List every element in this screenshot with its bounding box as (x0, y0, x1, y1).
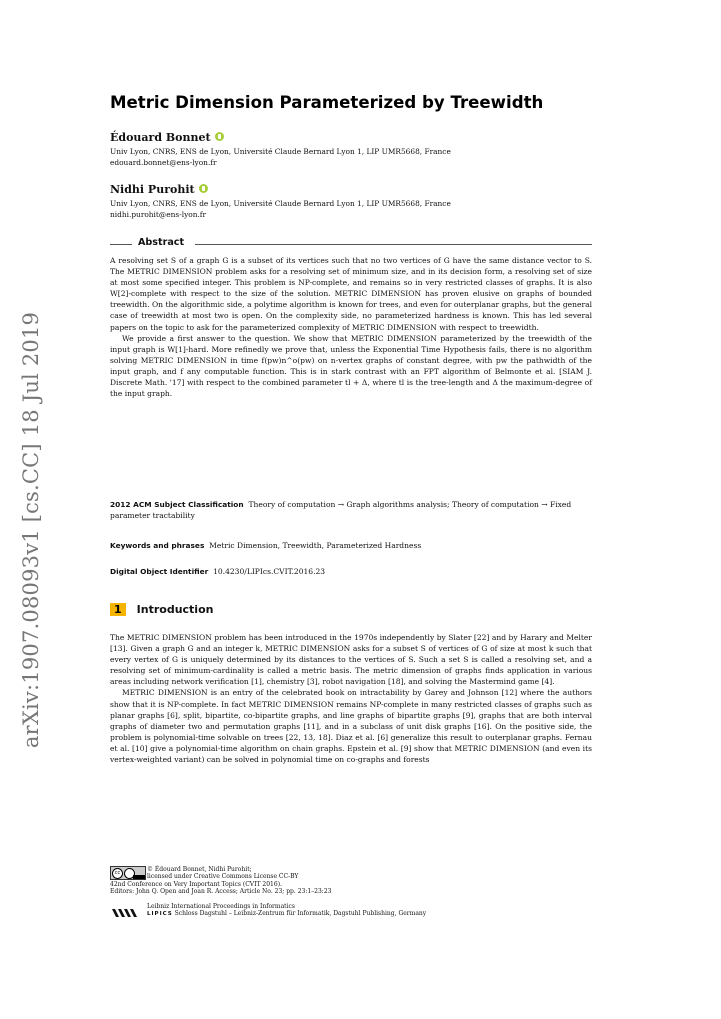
publisher-text: Schloss Dagstuhl – Leibniz-Zentrum für Informatik, Dagstuhl Publishing, Germany (174, 910, 427, 918)
keywords-text: Metric Dimension, Treewidth, Parameterized Hardness (209, 541, 422, 550)
cc-by-license-icon[interactable]: cc (110, 866, 146, 880)
author-email[interactable]: nidhi.purohit@ens-lyon.fr (110, 209, 207, 219)
author-name: Édouard Bonnet (110, 131, 211, 144)
rule (110, 244, 132, 245)
footer-series (147, 903, 426, 919)
keywords-label: Keywords and phrases (110, 541, 205, 550)
footer-conference (110, 881, 331, 896)
orcid-icon[interactable] (215, 132, 224, 141)
editors-text: Editors: John Q. Open and Joan R. Access; Article No. 23; pp. 23:1–23:23 (110, 888, 332, 896)
acm-classification (110, 499, 592, 521)
abstract-heading (110, 237, 592, 251)
lipics-logo-icon (112, 908, 140, 918)
author-name: Nidhi Purohit (110, 183, 195, 196)
conference-text: 42nd Conference on Very Important Topics (CVIT 2016). (110, 881, 282, 888)
paper-title: Metric Dimension Parameterized by Treewidth (110, 93, 544, 112)
license-text: licensed under Creative Commons License CC-BY (147, 873, 299, 881)
copyright-text: © Édouard Bonnet, Nidhi Purohit; (147, 866, 252, 873)
intro-paragraph: The METRIC DIMENSION problem has been introduced in the 1970s independently by Slater [22] and by Harary and Melter [13]. Given a graph G and an integer k, METRIC DIMENSION asks for a subset S of vertices of G of size at most k such that every vertex of G is uniquely determined by its distances to the vertices of S. Such a set S is called a resolving set, and a resolving set of minimum-cardinality is called a metric basis. The metric dimension of graphs finds application in various areas including network verification [1], chemistry [3], robot navigation [18], and solving the Mastermind game [4]. (110, 633, 592, 687)
series-text: Leibniz International Proceedings in Informatics (147, 903, 295, 910)
author-affiliation: Univ Lyon, CNRS, ENS de Lyon, Université Claude Bernard Lyon 1, LIP UMR5668, France (110, 147, 451, 156)
acm-text: Theory of computation → Graph algorithms analysis; Theory of computation → Fixed parameter tractability (110, 500, 572, 521)
doi-text[interactable]: 10.4230/LIPIcs.CVIT.2016.23 (213, 567, 326, 576)
abstract-paragraph: A resolving set S of a graph G is a subset of its vertices such that no two vertices of G have the same distance vector to S. The METRIC DIMENSION problem asks for a resolving set of minimum size, and in its decision form, a resolving set of size at most some specified integer. This problem is NP-complete, and remains so in very restricted classes of graphs. It is also W[2]-complete with respect to the size of the solution. METRIC DIMENSION has proven elusive on graphs of bounded treewidth. On the algorithmic side, a polytime algorithm is known for trees, and even for outerplanar graphs, but the general case of treewidth at most two is open. On the complexity side, no parameterized hardness is known. This has led several papers on the topic to ask for the parameterized complexity of METRIC DIMENSION with respect to treewidth. (110, 256, 592, 332)
section-title: Introduction (136, 603, 214, 616)
intro-paragraph: METRIC DIMENSION is an entry of the celebrated book on intractability by Garey and Johnson [12] where the authors show that it is NP-complete. In fact METRIC DIMENSION remains NP-complete in many restricted classes of graphs such as planar graphs [6], split, bipartite, co-bipartite graphs, and line graphs of bipartite graphs [9], graphs that are both interval graphs of diameter two and permutation graphs [11], and in a subclass of unit disk graphs [16]. On the positive side, the problem is polynomial-time solvable on trees [22, 13, 18]. Diaz et al. [6] generalize this result to outerplanar graphs. Fernau et al. [10] give a polynomial-time algorithm on chain graphs. Epstein et al. [9] show that METRIC DIMENSION (and even its vertex-weighted variant) can be solved in polynomial time on co-graphs and forests (110, 688, 592, 765)
acm-label: 2012 ACM Subject Classification (110, 500, 244, 509)
abstract-body (110, 255, 592, 399)
introduction-body (110, 632, 592, 765)
arxiv-stamp: arXiv:1907.08093v1 [cs.CC] 18 Jul 2019 (19, 311, 43, 749)
author-block-1 (110, 126, 592, 168)
orcid-icon[interactable] (199, 184, 208, 193)
rule (195, 244, 592, 245)
doi (110, 566, 592, 577)
doi-label: Digital Object Identifier (110, 567, 209, 576)
author-block-2 (110, 178, 592, 220)
abstract-paragraph: We provide a first answer to the question. We show that METRIC DIMENSION parameterized by the treewidth of the input graph is W[1]-hard. More refinedly we prove that, unless the Exponential Time Hypothesis fails, there is no algorithm solving METRIC DIMENSION in time f(pw)n^o(pw) on n-vertex graphs of constant degree, with pw the pathwidth of the input graph, and f any computable function. This is in stark contrast with an FPT algorithm of Belmonte et al. [SIAM J. Discrete Math. '17] with respect to the combined parameter tl + Δ, where tl is the tree-length and Δ the maximum-degree of the input graph. (110, 333, 592, 399)
author-affiliation: Univ Lyon, CNRS, ENS de Lyon, Université Claude Bernard Lyon 1, LIP UMR5668, France (110, 199, 451, 208)
section-number: 1 (110, 603, 126, 616)
abstract-label: Abstract (138, 237, 185, 248)
keywords (110, 540, 592, 551)
author-email[interactable]: edouard.bonnet@ens-lyon.fr (110, 157, 217, 167)
section-heading (110, 603, 592, 616)
lipics-label: LIPICS (147, 911, 173, 918)
footer-copyright (147, 866, 298, 881)
